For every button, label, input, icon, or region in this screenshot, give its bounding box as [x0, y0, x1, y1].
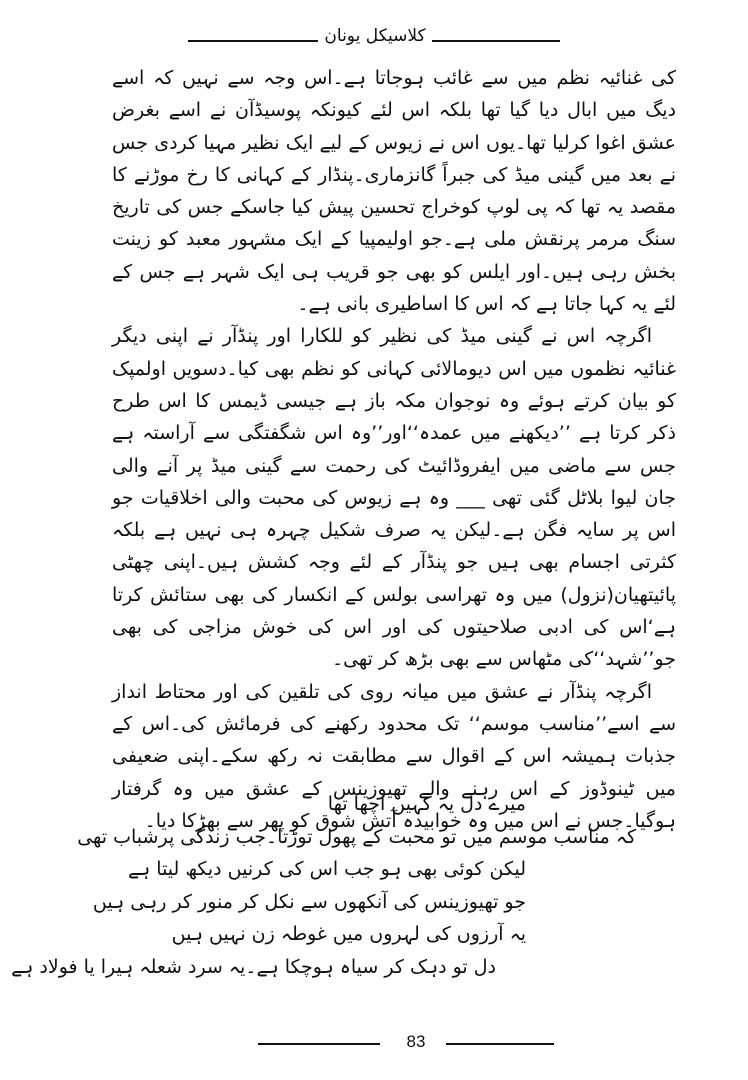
paragraph-2: اگرچہ اس نے گینی میڈ کی نظیر کو للکارا اور پنڈآر نے اپنی دیگر غنائیہ نظموں میں اس دیومالائی کہانی کو نظم بھی کیا۔دسویں اولمپک کو بیان کرتے ہوئے وہ نوجوان مکہ باز ہے جیسی ڈیمس کا اس طرح ذکر کرتا ہے ’’دیکھنے میں عمدہ‘‘اور’’وہ اس شگفتگی سے آراستہ ہے جس سے ماضی میں ایفروڈائیٹ کی رحمت سے گینی میڈ پر آنے والی جان لیوا بلاٹل گئی تھی ___ وہ ہے زیوس کی محبت والی اخلاقیات جو اس پر سایہ فگن ہے۔لیکن یہ صرف شکیل چہرہ ہی نہیں ہے بلکہ کثرتی اجسام بھی ہیں جو پنڈآر کے لئے وجہ کشش ہیں۔اپنی چھٹی پائیتھیان(نزول) میں وہ تھراسی بولس کے انکسار کی بھی ستائش کرتا ہے‘اس کی ادبی صلاحیتوں کی اور اس کی خوش مزاجی کی بھی جو’’شہد‘‘کی مٹھاس سے بھی بڑھ کر تھی۔: [112, 325, 676, 671]
poem-line-2: کہ مناسب موسم میں تو محبت کے پھول توڑتا۔جب زندگی پرشباب تھی: [77, 825, 636, 848]
footer-rule-right: [446, 1043, 554, 1045]
page-header: [0, 26, 748, 56]
body-text: [112, 62, 676, 837]
page-number: 83: [406, 1032, 426, 1051]
header-rule-left: [188, 40, 318, 42]
poem-line-4: جو تھیوزینس کی آنکھوں سے نکل کر منور کر رہی ہیں: [92, 890, 526, 913]
footer-rule-left: [258, 1043, 380, 1045]
poem-line-6: دل تو دہک کر سیاہ ہوچکا ہے۔یہ سرد شعلہ ہیرا یا فولاد ہے: [11, 955, 496, 978]
poem-line-5: یہ آرزوں کی لہروں میں غوطہ زن نہیں ہیں: [171, 923, 526, 945]
poem-line-3: لیکن کوئی بھی ہو جب اس کی کرنیں دیکھ لیتا ہے: [127, 858, 526, 880]
running-title: کلاسیکل یونان: [324, 26, 426, 46]
poem-line-1: میرے دل یہ کہیں اچھا تھا: [327, 793, 526, 815]
header-rule-right: [432, 40, 560, 42]
paragraph-3: اگرچہ پنڈآر نے عشق میں میانہ روی کی تلقین کی اور محتاط انداز سے اسے’’مناسب موسم‘‘ تک محدود رکھنے کی فرمائش کی۔اس کے جذبات ہمیشہ اس کے اقوال سے مطابقت نہ رکھ سکے۔اپنی ضعیفی میں ٹینوڈوز کے اس رہنے والے تھیوزینس کے عشق میں وہ گرفتار ہوگیا۔جس نے اس میں وہ خوابیدہ آتش شوق کو پھر سے بھڑکا دیا۔: [112, 680, 676, 832]
page-footer: [0, 1032, 748, 1056]
poem-block: [11, 788, 636, 983]
paragraph-1: کی غنائیہ نظم میں سے غائب ہوجاتا ہے۔اس وجہ سے نہیں کہ اسے دیگ میں ابال دیا گیا تھا بلکہ اس لئے کیونکہ پوسیڈآن نے اسے بغرض عشق اغوا کرلیا تھا۔یوں اس نے زیوس کے لیے ایک نظیر مہیا کردی جس نے بعد میں گینی میڈ کی جبراً گانزماری۔پنڈار کے کہانی کا رخ موڑنے کا مقصد یہ تھا کہ پی لوپ کوخراج تحسین پیش کیا جاسکے جس کی تاریخ سنگ مرمر پرنقش ملی ہے۔جو اولیمپیا کے ایک مشہور معبد کو زینت بخش رہی ہیں۔اور ایلس کو بھی جو قریب ہی ایک شہر ہے جس کے لئے یہ کہا جاتا ہے کہ اس کا اساطیری بانی ہے۔: [112, 67, 676, 316]
